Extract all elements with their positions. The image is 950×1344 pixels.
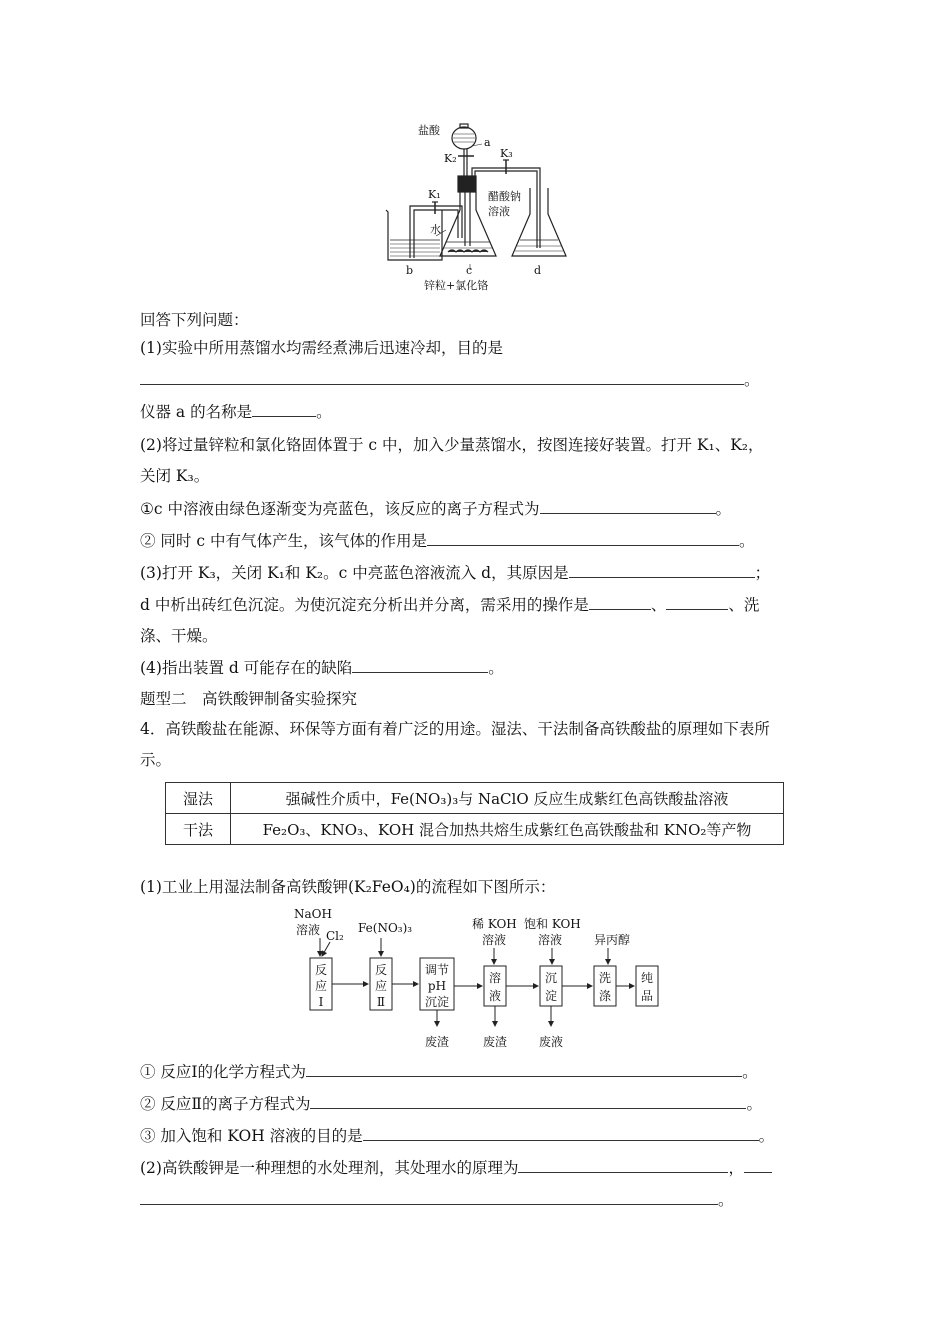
label-k3: K₃: [500, 147, 513, 160]
label-cl2: Cl₂: [326, 929, 344, 943]
label-dilute-koh: 稀 KOH: [472, 917, 517, 931]
box-text: 反: [314, 963, 328, 977]
answer-blank[interactable]: [666, 595, 728, 610]
label-waste-residue: 废渣: [424, 1035, 450, 1049]
label-d: d: [534, 264, 542, 277]
box-text: 应: [314, 979, 328, 993]
label-naoh: NaOH: [294, 907, 332, 921]
answer-blank[interactable]: [363, 1126, 759, 1141]
label-k2: K₂: [444, 152, 457, 165]
methods-table: [165, 782, 784, 845]
answer-blank[interactable]: [427, 531, 739, 546]
answer-blank[interactable]: [589, 595, 651, 610]
q4-sub3: ③ 加入饱和 KOH 溶液的目的是 。: [140, 1127, 775, 1145]
answer-blank[interactable]: [744, 1158, 772, 1173]
label-k1: K₁: [428, 188, 441, 201]
box-text: 溶: [488, 971, 502, 985]
label-a: a: [484, 136, 491, 149]
answer-blank[interactable]: [140, 1190, 718, 1205]
box-text: 洗: [598, 971, 612, 985]
table-row: [166, 814, 784, 845]
answer-blank[interactable]: [252, 402, 316, 417]
label-c: c: [466, 264, 473, 277]
q4-part2-line2: 。: [140, 1190, 734, 1210]
dropping-funnel-a: [452, 124, 482, 178]
label-solids: 锌粒+氯化铬: [424, 279, 489, 292]
method-description: Fe₂O₃、KNO₃、KOH 混合加热共熔生成紫红色高铁酸盐和 KNO₂等产物: [231, 814, 784, 845]
label-naoh-solution: 溶液: [296, 923, 321, 937]
q3-instrument-a: 仪器 a 的名称是 。: [140, 403, 332, 421]
method-name: 湿法: [166, 783, 231, 814]
box-text: 液: [488, 989, 502, 1003]
q3-part3: (3)打开 K₃，关闭 K₁和 K₂。c 中亮蓝色溶液流入 d，其原因是 ；: [140, 564, 771, 582]
label-water: 水: [430, 223, 441, 236]
box-text: 涤: [598, 989, 612, 1003]
q3-part2-line2: 关闭 K₃。: [140, 467, 210, 485]
box-text: 沉淀: [424, 995, 450, 1009]
label-fe-no3: Fe(NO₃)₃: [358, 921, 413, 935]
box-text: 淀: [544, 989, 558, 1003]
q4-stem-line1: 4．高铁酸盐在能源、环保等方面有着广泛的用途。湿法、干法制备高铁酸盐的原理如下表所: [140, 720, 770, 738]
label-saturated-koh: 饱和 KOH: [524, 917, 581, 931]
method-description: 强碱性介质中，Fe(NO₃)₃与 NaClO 反应生成紫红色高铁酸盐溶液: [231, 783, 784, 814]
box-text: pH: [427, 979, 447, 993]
answer-blank[interactable]: [352, 658, 488, 673]
label-naac-2: 溶液: [488, 205, 510, 218]
answer-blank[interactable]: [310, 1094, 746, 1109]
box-text: 反: [374, 963, 388, 977]
q4-part2: (2)高铁酸钾是一种理想的水处理剂，其处理水的原理为 ，: [140, 1158, 772, 1178]
label-hcl: 盐酸: [418, 124, 440, 137]
label-saturated-koh-solution: 溶液: [538, 933, 563, 947]
q3-part3-line3: 涤、干燥。: [140, 627, 218, 645]
apparatus-diagram: [380, 118, 580, 296]
q4-sub1: ① 反应Ⅰ的化学方程式为 。: [140, 1063, 758, 1081]
label-isopropanol: 异丙醇: [594, 933, 631, 947]
answer-blank[interactable]: [306, 1062, 742, 1077]
answer-blank[interactable]: [569, 563, 755, 578]
q3-part4: (4)指出装置 d 可能存在的缺陷 。: [140, 659, 504, 677]
label-dilute-koh-solution: 溶液: [482, 933, 507, 947]
box-text: 沉: [544, 971, 558, 985]
box-text: Ⅰ: [318, 995, 324, 1009]
q3-part1-answer-line: 。: [140, 370, 760, 390]
q4-stem-line2: 示。: [140, 751, 172, 769]
label-naac-1: 醋酸钠: [488, 190, 521, 203]
q4-sub2: ② 反应Ⅱ的离子方程式为 。: [140, 1095, 762, 1113]
label-waste-liquid: 废液: [538, 1035, 564, 1049]
box-text: 纯: [640, 971, 654, 985]
q3-part1: (1)实验中所用蒸馏水均需经煮沸后迅速冷却，目的是: [140, 339, 503, 357]
label-waste-residue: 废渣: [482, 1035, 508, 1049]
answer-blank[interactable]: [140, 370, 744, 385]
q3-part2-sub2: ② 同时 c 中有气体产生，该气体的作用是 。: [140, 532, 755, 550]
box-text: 品: [640, 989, 654, 1003]
answer-blank[interactable]: [540, 499, 716, 514]
q4-part1: (1)工业上用湿法制备高铁酸钾(K₂FeO₄)的流程如下图所示：: [140, 878, 556, 896]
label-b: b: [406, 264, 414, 277]
section-title: 题型二 高铁酸钾制备实验探究: [140, 690, 358, 708]
answer-blank[interactable]: [518, 1158, 728, 1173]
q3-part2-sub1: ①c 中溶液由绿色逐渐变为亮蓝色，该反应的离子方程式为 。: [140, 500, 732, 518]
answer-intro: 回答下列问题：: [140, 311, 249, 329]
box-text: 应: [374, 979, 388, 993]
box-text: Ⅱ: [376, 995, 386, 1009]
q3-part2-line1: (2)将过量锌粒和氯化铬固体置于 c 中，加入少量蒸馏水，按图连接好装置。打开 K₁、K₂，: [140, 436, 764, 454]
table-row: [166, 783, 784, 814]
process-flow-diagram: [290, 906, 670, 1054]
q3-part3-line2: d 中析出砖红色沉淀。为使沉淀充分析出并分离，需采用的操作是 、 、洗: [140, 596, 760, 614]
box-text: 调节: [424, 963, 450, 977]
method-name: 干法: [166, 814, 231, 845]
